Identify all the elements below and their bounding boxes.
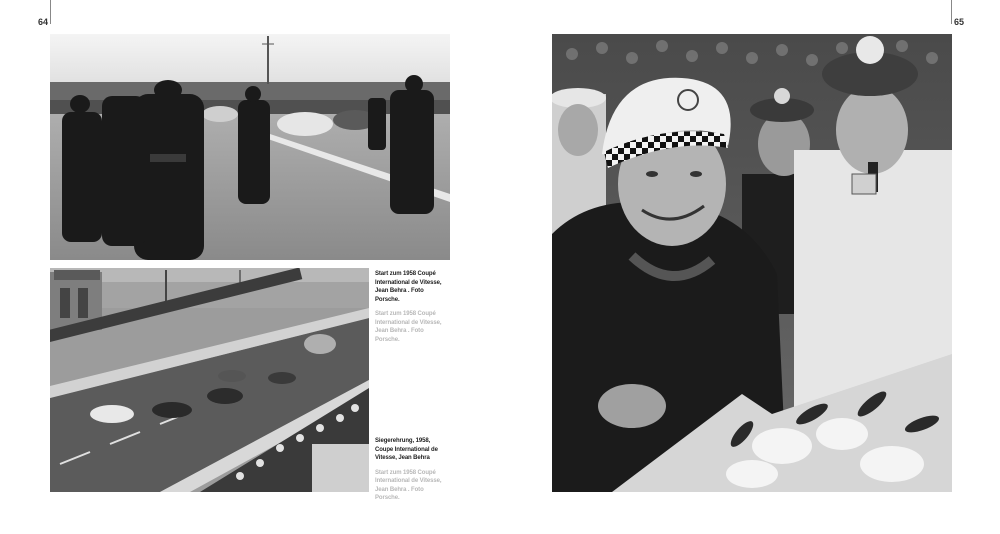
left-page-rule	[50, 0, 51, 24]
caption-upper-secondary: Start zum 1958 Coupé International de Vitesse, Jean Behra . Foto Porsche.	[375, 311, 442, 343]
photo-driver-portrait	[552, 34, 952, 492]
caption-upper-primary: Start zum 1958 Coupé International de Vitesse, Jean Behra . Foto Porsche.	[375, 271, 442, 303]
caption-lower	[375, 437, 449, 503]
right-page-rule	[951, 0, 952, 24]
caption-lower-primary: Siegerehrung, 1958, Coupe International de Vitesse, Jean Behra	[375, 438, 438, 461]
right-page-number: 65	[954, 17, 965, 27]
caption-upper	[375, 270, 449, 344]
left-page-number: 64	[38, 17, 49, 27]
photo-race-start	[50, 268, 369, 492]
caption-lower-secondary: Start zum 1958 Coupé International de Vitesse, Jean Behra . Foto Porsche.	[375, 469, 442, 501]
photo-starting-grid	[50, 34, 450, 260]
